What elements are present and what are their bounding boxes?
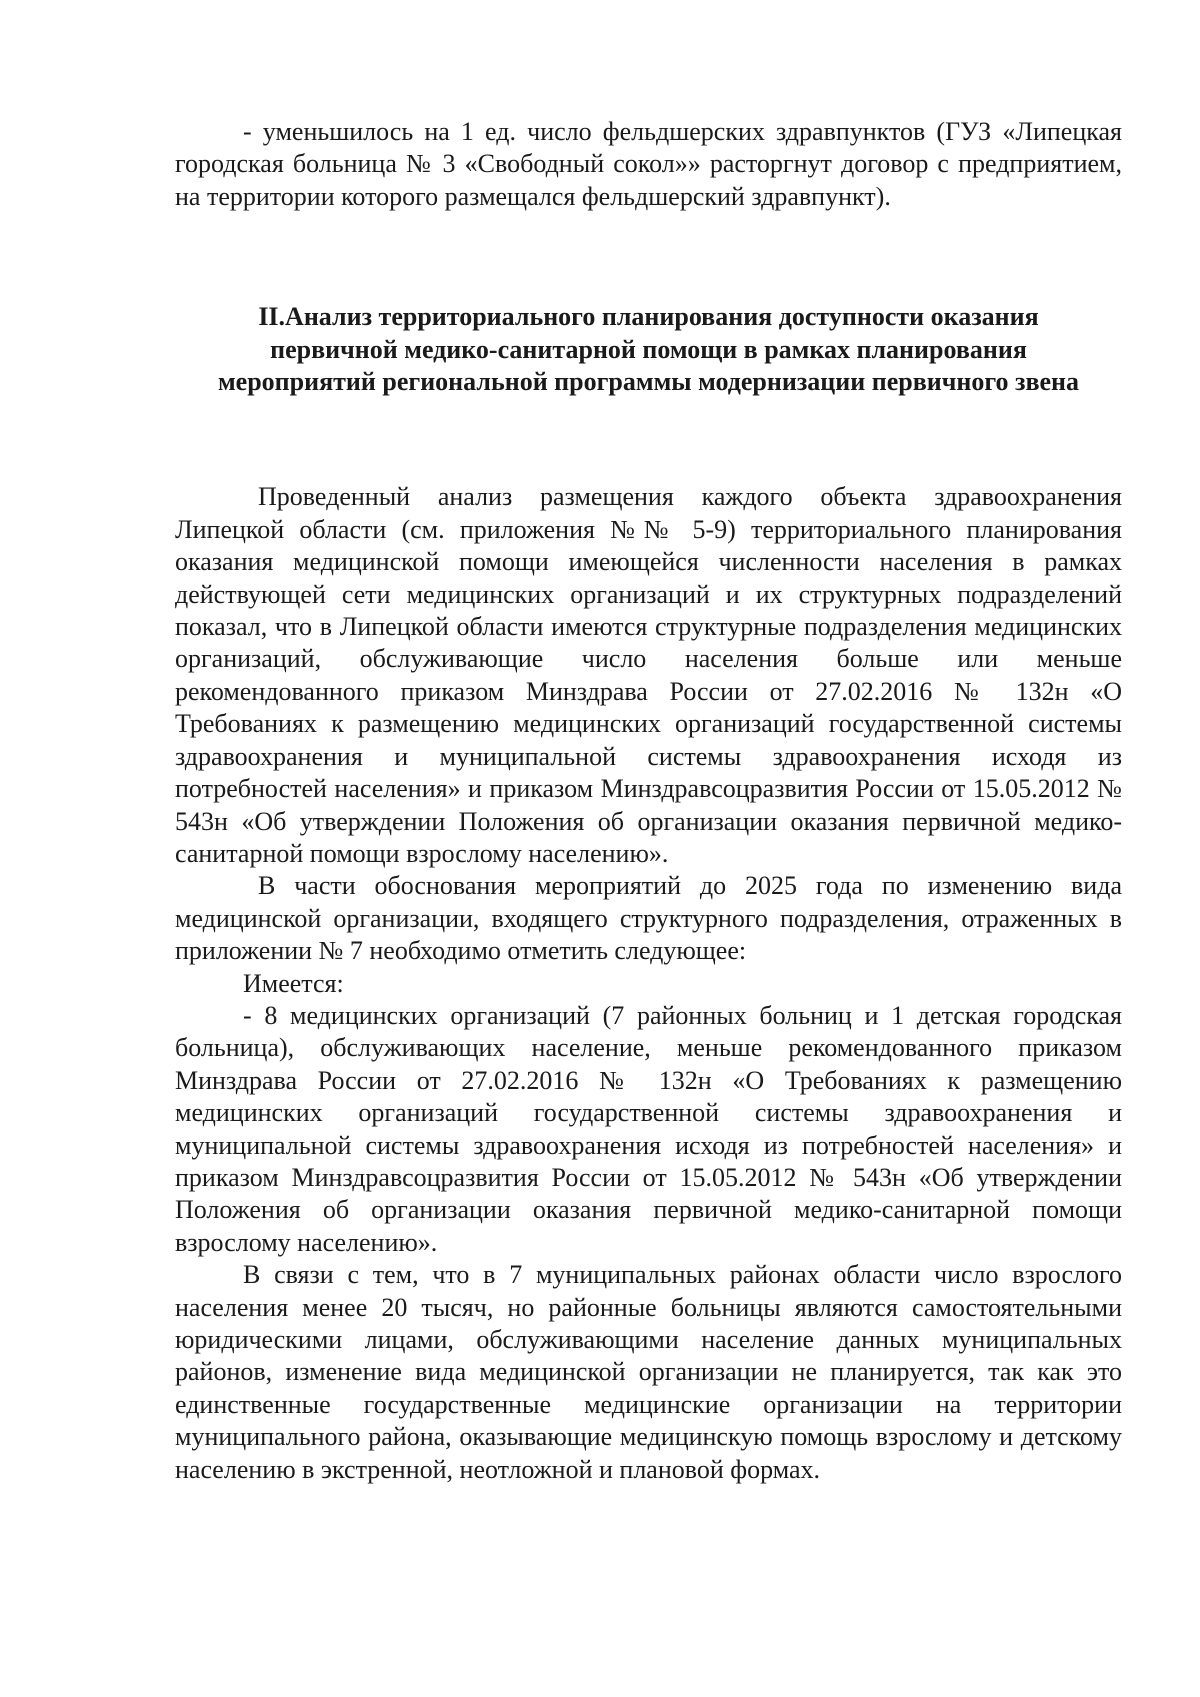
analysis-paragraph: Проведенный анализ размещения каждого объекта здравоохранения Липецкой области (см. приложения №№ 5-9) территориального планирования оказания медицинской помощи имеющейся численности населения в рамках действующей сети медицинских организаций и их структурных подразделений показал, что в Липецкой области имеются структурные подразделения медицинских организаций, обслуживающие число населения больше или меньше рекомендованного приказом Минздрава России от 27.02.2016 № 132н «О Требованиях к размещению медицинских организаций государственной системы здравоохранения и муниципальной системы здравоохранения исходя из потребностей населения» и приказом Минздравсоцразвития России от 15.05.2012 № 543н «Об утверждении Положения об организации оказания первичной медико-санитарной помощи взрослому населению». (175, 482, 1122, 868)
organizations-paragraph: - 8 медицинских организаций (7 районных больниц и 1 детская городская больница), обслуживающих население, меньше рекомендованного приказом Минздрава России от 27.02.2016 № 132н «О Требованиях к размещению медицинских организаций государственной системы здравоохранения и муниципальной системы здравоохранения исходя из потребностей населения» и приказом Минздравсоцразвития России от 15.05.2012 № 543н «Об утверждении Положения об организации оказания первичной медико-санитарной помощи взрослому населению». (175, 1000, 1122, 1257)
spacer (175, 398, 1122, 481)
intro-paragraph: - уменьшилось на 1 ед. число фельдшерских здравпунктов (ГУЗ «Липецкая городская больница № 3 «Свободный сокол»» расторгнут договор с предприятием, на территории которого размещался фельдшерский здравпункт). (175, 117, 1122, 211)
districts-paragraph: В связи с тем, что в 7 муниципальных районах области число взрослого населения менее 20 тысяч, но районные больницы являются самостоятельными юридическими лицами, обслуживающими население данных муниципальных районов, изменение вида медицинской организации не планируется, так как это единственные государственные медицинские организации на территории муниципального района, оказывающие медицинскую помощь взрослому и детскому населению в экстренной, неотложной и плановой формах. (175, 1260, 1122, 1484)
section-heading-line-2: первичной медико-санитарной помощи в рамках планирования (270, 334, 1027, 364)
section-heading (175, 301, 1122, 398)
available-label: Имеется: (243, 968, 344, 998)
section-heading-line-3: мероприятий региональной программы модернизации первичного звена (217, 367, 1080, 397)
section-heading-line-1: II.Анализ территориального планирования доступности оказания (258, 302, 1039, 332)
justification-paragraph: В части обоснования мероприятий до 2025 года по изменению вида медицинской организации, входящего структурного подразделения, отраженных в приложении № 7 необходимо отметить следующее: (175, 871, 1122, 966)
spacer (175, 213, 1122, 301)
document-page (175, 116, 1122, 1486)
